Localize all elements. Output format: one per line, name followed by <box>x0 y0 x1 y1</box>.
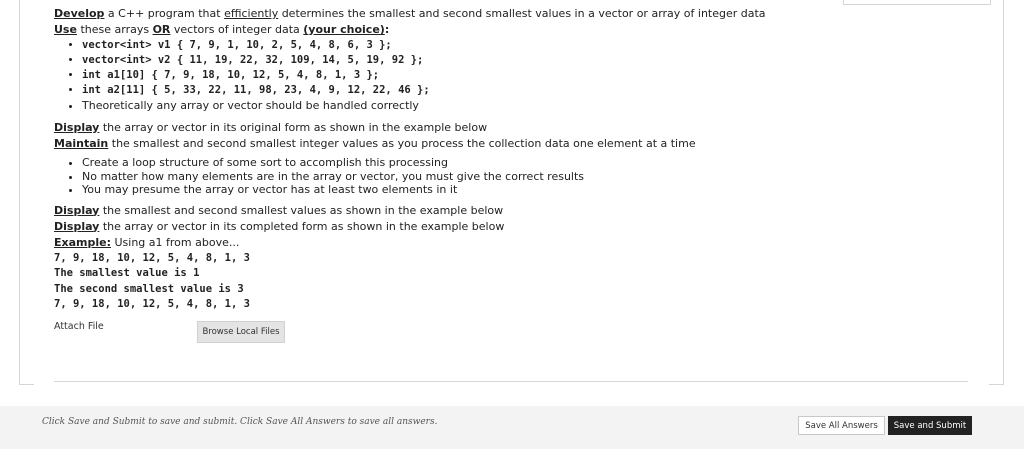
list-item: • Theoretically any array or vector should be handled correctly <box>82 98 814 114</box>
list-item: • int a2[11] { 5, 33, 22, 11, 98, 23, 4, 9, 12, 22, 46 }; <box>82 83 814 98</box>
submit-hint: Click Save and Submit to save and submit. Click Save All Answers to save all answers. <box>42 417 438 427</box>
list-item: • No matter how many elements are in the array or vector, you must give the correct results <box>82 170 814 184</box>
use-line: Use these arrays OR vectors of integer data (your choice): <box>54 23 390 36</box>
attach-file-row <box>54 317 814 341</box>
attach-file-label: Attach File <box>54 320 104 332</box>
example-output-line: The second smallest value is 3 <box>54 282 244 295</box>
top-right-box <box>843 0 991 5</box>
footer-top-panel <box>34 384 989 406</box>
example-output-line: 7, 9, 18, 10, 12, 5, 4, 8, 1, 3 <box>54 251 250 264</box>
example-line: Example: Using a1 from above... <box>54 235 240 249</box>
list-item: • You may presume the array or vector has at least two elements in it <box>82 183 814 197</box>
example-output-line: 7, 9, 18, 10, 12, 5, 4, 8, 1, 3 <box>54 298 250 310</box>
maintain-line: Maintain the smallest and second smallest integer values as you process the collection data one element at a time <box>54 137 696 150</box>
browse-local-files-button[interactable]: Browse Local Files <box>197 321 285 343</box>
develop-line: Develop a C++ program that efficiently determines the smallest and second smallest values in a vector or array of integer data <box>54 7 766 20</box>
display-values-line: Display the smallest and second smallest values as shown in the example below <box>54 203 504 217</box>
list-item: • Create a loop structure of some sort to accomplish this processing <box>82 156 814 170</box>
array-list <box>54 38 814 114</box>
list-item: • int a1[10] { 7, 9, 18, 10, 12, 5, 4, 8, 1, 3 }; <box>82 68 814 83</box>
display-completed-line: Display the array or vector in its completed form as shown in the example below <box>54 219 505 233</box>
section-divider <box>54 381 968 382</box>
display-original-line: Display the array or vector in its original form as shown in the example below <box>54 121 488 134</box>
list-item: • vector<int> v1 { 7, 9, 1, 10, 2, 5, 4, 8, 6, 3 }; <box>82 38 814 53</box>
save-and-submit-button[interactable]: Save and Submit <box>888 416 972 435</box>
requirement-list <box>54 156 814 197</box>
save-all-answers-button[interactable]: Save All Answers <box>798 416 885 435</box>
list-item: • vector<int> v2 { 11, 19, 22, 32, 109, 14, 5, 19, 92 }; <box>82 53 814 68</box>
example-output-line: The smallest value is 1 <box>54 267 200 279</box>
question-content <box>54 6 814 341</box>
